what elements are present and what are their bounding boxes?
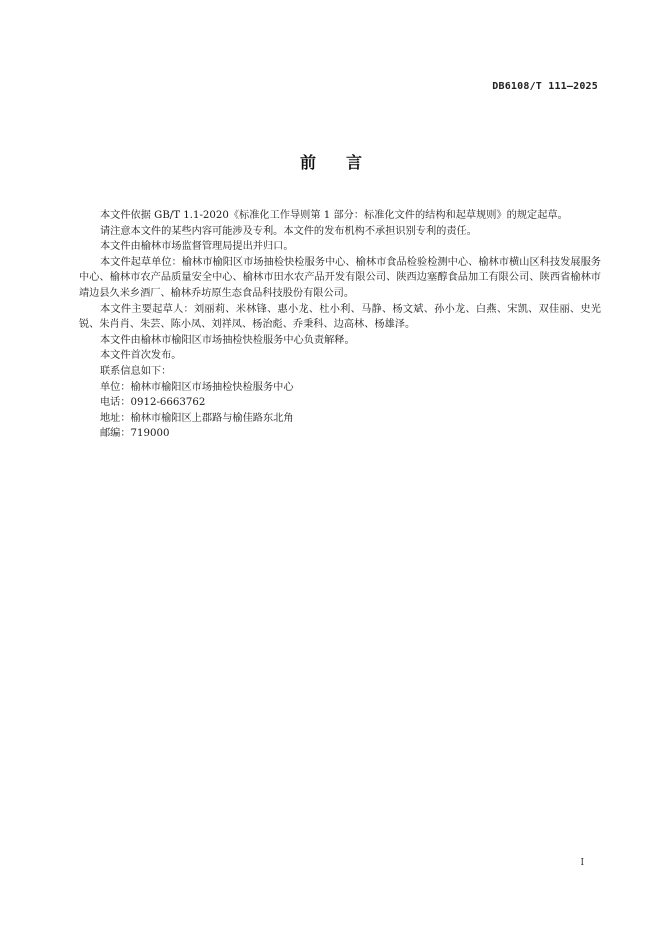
- contact-unit: 单位：榆林市榆阳区市场抽检快检服务中心: [100, 381, 294, 393]
- paragraph-proposer: 本文件由榆林市场监督管理局提出并归口。: [100, 241, 294, 253]
- page-title: 前言: [299, 153, 392, 172]
- contact-address: 地址：榆林市榆阳区上郡路与榆佳路东北角: [100, 412, 294, 424]
- contact-phone: 电话：0912-6663762: [100, 397, 206, 409]
- paragraph-drafting-basis: 本文件依据 GB/T 1.1-2020《标准化工作导则第 1 部分：标准化文件的结构和起草规则》的规定起草。: [100, 210, 568, 221]
- paragraph-interpretation: 本文件由榆林市榆阳区市场抽检快检服务中心负责解释。: [100, 334, 355, 346]
- paragraph-first-release: 本文件首次发布。: [100, 350, 182, 362]
- paragraph-drafters: 本文件主要起草人：刘丽莉、米林锋、惠小龙、杜小利、马静、杨文斌、孙小龙、白燕、宋凯、双佳丽、史光锐、朱肖肖、朱芸、陈小凤、刘祥凤、杨治彪、乔秉科、边高林、杨雄泽。: [79, 303, 601, 331]
- foreword-body: [79, 208, 601, 442]
- paragraph-drafting-units: 本文件起草单位：榆林市榆阳区市场抽检快检服务中心、榆林市食品检验检测中心、榆林市横山区科技发展服务中心、榆林市农产品质量安全中心、榆林市田水农产品开发有限公司、陕西边塞醇食品加工有限公司、陕西省榆林市靖边县久米乡酒厂、榆林乔坊原生态食品科技股份有限公司。: [79, 256, 601, 299]
- page-number: I: [580, 858, 584, 868]
- contact-heading: 联系信息如下：: [100, 365, 172, 377]
- document-code: DB6108/T 111—2025: [492, 81, 598, 92]
- paragraph-patent-notice: 请注意本文件的某些内容可能涉及专利。本文件的发布机构不承担识别专利的责任。: [100, 225, 477, 237]
- contact-postcode: 邮编：719000: [100, 428, 170, 440]
